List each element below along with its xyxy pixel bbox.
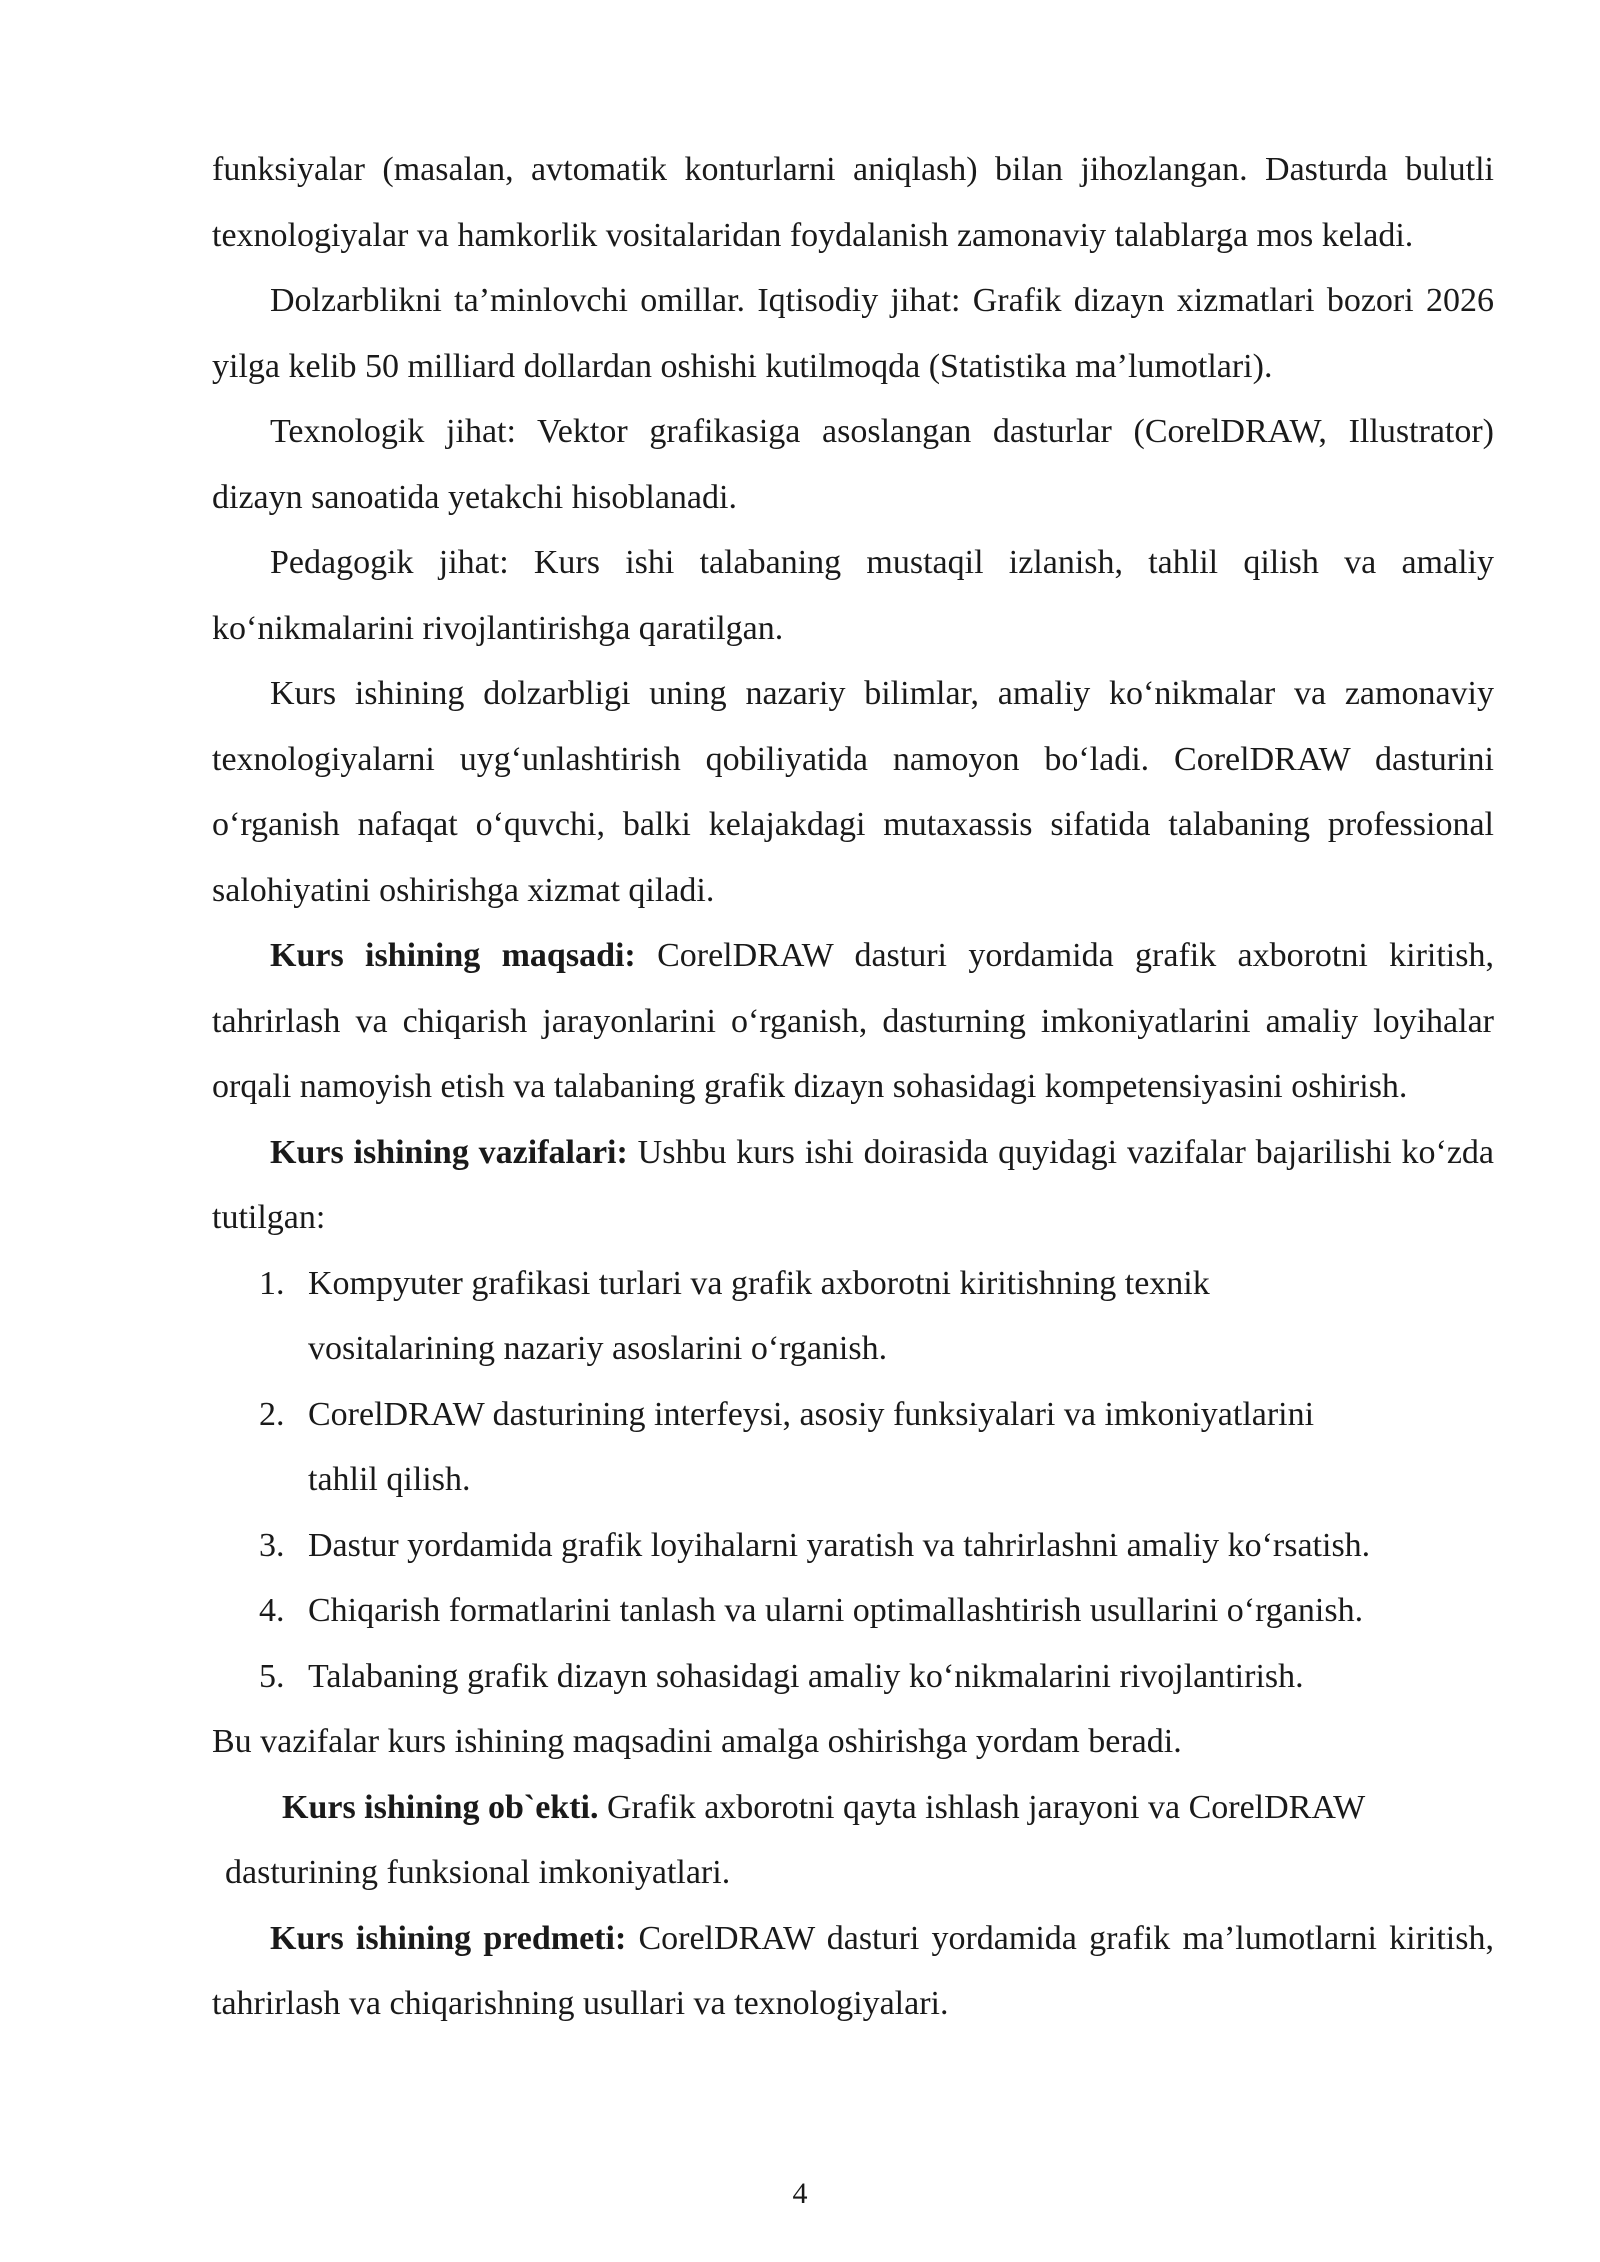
tasks-heading: Kurs ishining vazifalari: [270,1133,628,1171]
list-item [212,1382,1494,1513]
list-item-text: Talabaning grafik dizayn sohasidagi amaliy ko‘nikmalarini rivojlantirish. [308,1657,1304,1695]
list-item-text: Chiqarish formatlarini tanlash va ularni optimallashtirish usullarini o‘rganish. [308,1592,1364,1629]
list-item [212,1251,1494,1382]
tasks-text: Ushbu kurs ishi doirasida quyidagi vazifalar bajarilishi ko‘zda tutilgan: [212,1133,1494,1236]
list-item [212,1644,1494,1710]
paragraph-relevance-summary: Kurs ishining dolzarbligi uning nazariy bilimlar, amaliy ko‘nikmalar va zamonaviy texnologiyalarni uyg‘unlashtirish qobiliyatida namoyon bo‘ladi. CorelDRAW dasturini o‘rganish nafaqat o‘quvchi, balki kelajakdagi mutaxassis sifatida talabaning professional salohiyatini oshirishga xizmat qiladi. [212,675,1494,909]
list-item [212,1578,1494,1644]
goal-text: CorelDRAW dasturi yordamida grafik axborotni kiritish, tahrirlash va chiqarish jarayonlarini o‘rganish, dasturning imkoniyatlarini amaliy loyihalar orqali namoyish etish va talabaning grafik dizayn sohasidagi kompetensiyasini oshirish. [212,937,1494,1105]
list-item-number: 1. [259,1264,285,1302]
list-item-text: Kompyuter grafikasi turlari va grafik axborotni kiritishning texnik vositalarining nazariy asoslarini o‘rganish. [308,1264,1210,1367]
paragraph-tasks [212,1120,1494,1251]
paragraph-pedagogical-aspect: Pedagogik jihat: Kurs ishi talabaning mustaqil izlanish, tahlil qilish va amaliy ko‘nikmalarini rivojlantirishga qaratilgan. [212,544,1494,647]
object-heading: Kurs ishining ob`ekti. [282,1788,599,1826]
list-item-number: 5. [259,1657,285,1695]
subject-text: CorelDRAW dasturi yordamida grafik ma’lumotlarni kiritish, tahrirlash va chiqarishning usullari va texnologiyalari. [212,1919,1494,2022]
list-item-number: 4. [259,1592,285,1629]
goal-heading: Kurs ishining maqsadi: [270,937,636,974]
object-text: Grafik axborotni qayta ishlash jarayoni va CorelDRAW [598,1788,1366,1826]
list-item-number: 2. [259,1395,285,1433]
subject-heading: Kurs ishining predmeti: [270,1919,627,1957]
paragraph-technological-aspect: Texnologik jihat: Vektor grafikasiga asoslangan dasturlar (CorelDRAW, Illustrator) dizayn sanoatida yetakchi hisoblanadi. [212,413,1494,516]
page-number: 4 [792,2177,808,2210]
list-item-text: CorelDRAW dasturining interfeysi, asosiy funksiyalari va imkoniyatlarini tahlil qilish. [308,1395,1315,1498]
list-item [212,1513,1494,1579]
paragraph-goal [212,923,1494,1120]
paragraph-functions: funksiyalar (masalan, avtomatik konturlarni aniqlash) bilan jihozlangan. Dasturda bulutli texnologiyalar va hamkorlik vositalaridan foydalanish zamonaviy talablarga mos keladi. [212,151,1494,254]
list-item-text: Dastur yordamida grafik loyihalarni yaratish va tahrirlashni amaliy ko‘rsatish. [308,1526,1371,1564]
paragraph-subject [212,1906,1494,2037]
paragraph-relevance-factors: Dolzarblikni ta’minlovchi omillar. Iqtisodiy jihat: Grafik dizayn xizmatlari bozori 2026 yilga kelib 50 milliard dollardan oshishi kutilmoqda (Statistika ma’lumotlari). [212,282,1494,385]
paragraph-object-continuation: dasturining funksional imkoniyatlari. [225,1854,731,1891]
paragraph-object [212,1775,1494,1841]
paragraph-tasks-closing: Bu vazifalar kurs ishining maqsadini amalga oshirishga yordam beradi. [212,1723,1182,1760]
tasks-list [212,1251,1494,1710]
document-page [212,137,1494,2037]
list-item-number: 3. [259,1526,285,1564]
